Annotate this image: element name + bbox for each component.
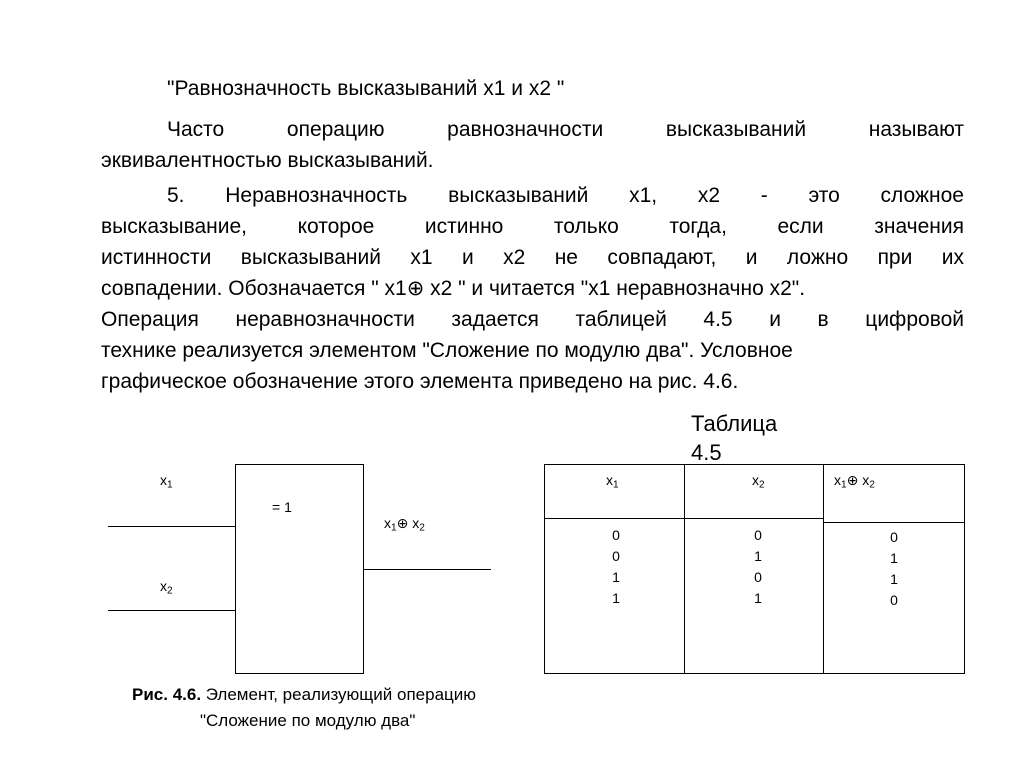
para2-line6: технике реализуется элементом "Сложение по модулю два". Условное [101, 339, 793, 362]
para1-line1: Часто операцию равнозначности высказываний называют [167, 118, 965, 141]
table-cell: 1 [890, 571, 898, 587]
para2-line3: истинности высказываний х1 и х2 не совпадают, и ложно при их [101, 246, 964, 269]
table-cell: 1 [612, 590, 620, 606]
input-x2-label: $x_2$ [160, 578, 173, 597]
table-header-line-1 [544, 518, 684, 519]
table-divider-2 [823, 464, 824, 674]
output-line [363, 569, 491, 570]
table-header-line-3 [823, 522, 965, 523]
heading: "Равнозначность высказываний х1 и х2 " [167, 77, 565, 100]
table-caption-line2: 4.5 [691, 440, 722, 465]
table-cell: 1 [890, 550, 898, 566]
para2-line2: высказывание, которое истинно только тогда, если значения [101, 215, 964, 238]
para2-line7: графическое обозначение этого элемента приведено на рис. 4.6. [101, 370, 739, 393]
table-caption-line1: Таблица [691, 411, 778, 436]
figure-caption-label: Рис. 4.6. [132, 685, 202, 704]
table-cell: 0 [754, 569, 762, 585]
table-header-line-2 [684, 518, 823, 519]
table-cell: 1 [612, 569, 620, 585]
para2-line5: Операция неравнозначности задается таблицей 4.5 и в цифровой [101, 308, 965, 331]
input-x2-line [108, 610, 236, 611]
table-header-x1: $x_1$ [606, 472, 619, 491]
table-cell: 0 [612, 527, 620, 543]
table-cell: 0 [890, 529, 898, 545]
para2-line1: 5. Неравнозначность высказываний х1, х2 - это сложное [167, 184, 964, 207]
table-cell: 1 [754, 548, 762, 564]
table-cell: 0 [612, 548, 620, 564]
table-header-x2: $x_2$ [752, 472, 765, 491]
input-x1-label: $x_1$ [160, 472, 173, 491]
figure-caption-text: Элемент, реализующий операцию [201, 685, 477, 704]
table-col-x2 [746, 525, 770, 609]
table-col-x1 [604, 525, 628, 609]
table-cell: 1 [754, 590, 762, 606]
para1-line2: эквивалентностью высказываний. [101, 149, 434, 172]
output-label: $x_1\oplus$ $x_2$ [384, 515, 425, 534]
para2-line4: совпадении. Обозначается " х1⊕ х2 " и читается "х1 неравнозначно х2". [101, 277, 806, 300]
table-divider-1 [684, 464, 685, 674]
table-cell: 0 [890, 592, 898, 608]
gate-label: = 1 [272, 499, 292, 515]
table-header-xor: $x_1\oplus$ $x_2$ [834, 472, 875, 491]
input-x1-line [108, 526, 236, 527]
figure-caption [132, 685, 476, 705]
table-caption [691, 409, 777, 467]
figure-caption-line2: "Сложение по модулю два" [200, 711, 416, 730]
gate-box [235, 464, 364, 674]
table-col-xor [882, 527, 906, 611]
table-cell: 0 [754, 527, 762, 543]
